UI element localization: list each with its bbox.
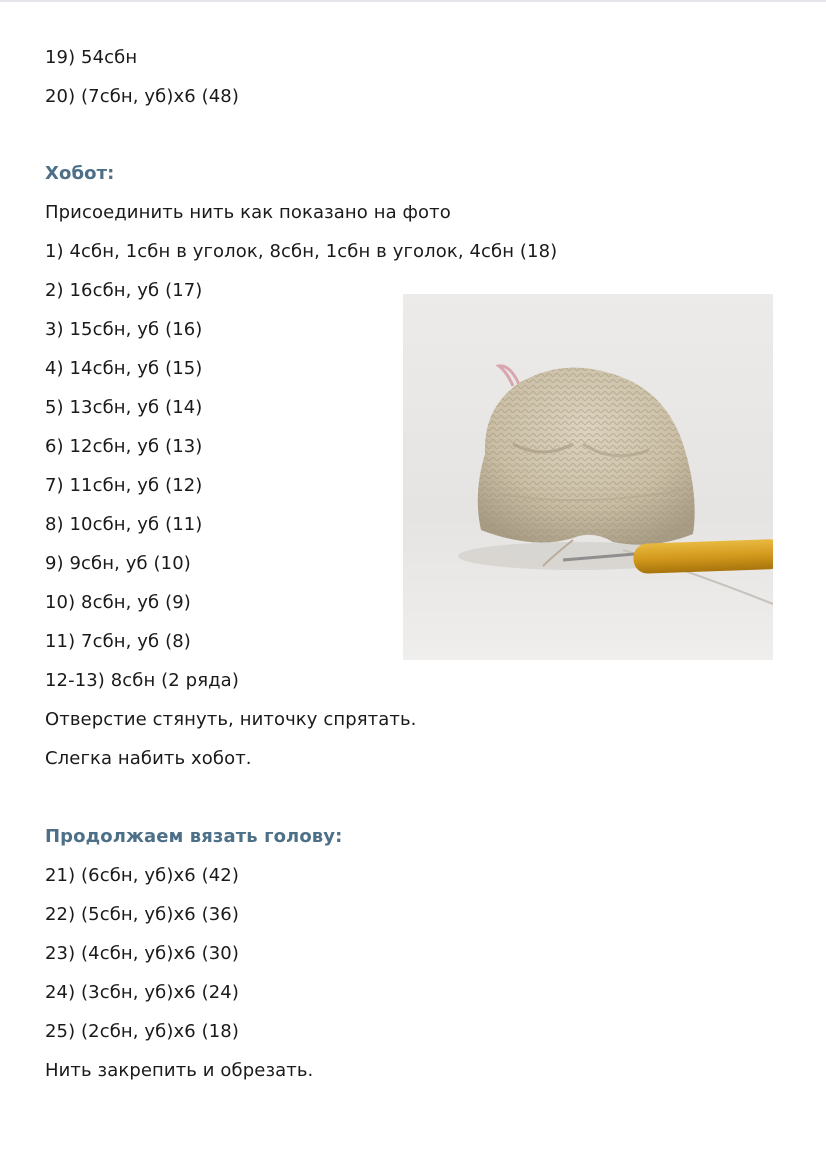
- top-border: [0, 0, 826, 2]
- row-20: 20) (7сбн, уб)х6 (48): [45, 86, 239, 107]
- trunk-row-5: 5) 13сбн, уб (14): [45, 397, 203, 418]
- trunk-row-11: 11) 7сбн, уб (8): [45, 631, 191, 652]
- trunk-row-2: 2) 16сбн, уб (17): [45, 280, 203, 301]
- head-row-21: 21) (6сбн, уб)х6 (42): [45, 865, 239, 886]
- trunk-row-6: 6) 12сбн, уб (13): [45, 436, 203, 457]
- trunk-heading: Хобот:: [45, 163, 115, 184]
- trunk-finish-1: Отверстие стянуть, ниточку спрятать.: [45, 709, 417, 730]
- trunk-finish-2: Слегка набить хобот.: [45, 748, 252, 769]
- head-row-24: 24) (3сбн, уб)х6 (24): [45, 982, 239, 1003]
- trunk-intro: Присоединить нить как показано на фото: [45, 202, 451, 223]
- trunk-row-3: 3) 15сбн, уб (16): [45, 319, 203, 340]
- trunk-row-10: 10) 8сбн, уб (9): [45, 592, 191, 613]
- trunk-row-8: 8) 10сбн, уб (11): [45, 514, 203, 535]
- crochet-photo: [403, 294, 773, 660]
- trunk-row-9: 9) 9сбн, уб (10): [45, 553, 191, 574]
- trunk-row-7: 7) 11сбн, уб (12): [45, 475, 203, 496]
- head-row-23: 23) (4сбн, уб)х6 (30): [45, 943, 239, 964]
- head-row-22: 22) (5сбн, уб)х6 (36): [45, 904, 239, 925]
- head-finish: Нить закрепить и обрезать.: [45, 1060, 314, 1081]
- trunk-row-4: 4) 14сбн, уб (15): [45, 358, 203, 379]
- head-heading: Продолжаем вязать голову:: [45, 826, 343, 847]
- head-row-25: 25) (2сбн, уб)х6 (18): [45, 1021, 239, 1042]
- trunk-row-1: 1) 4сбн, 1сбн в уголок, 8сбн, 1сбн в уголок, 4сбн (18): [45, 241, 558, 262]
- trunk-row-12-13: 12-13) 8сбн (2 ряда): [45, 670, 239, 691]
- row-19: 19) 54сбн: [45, 47, 138, 68]
